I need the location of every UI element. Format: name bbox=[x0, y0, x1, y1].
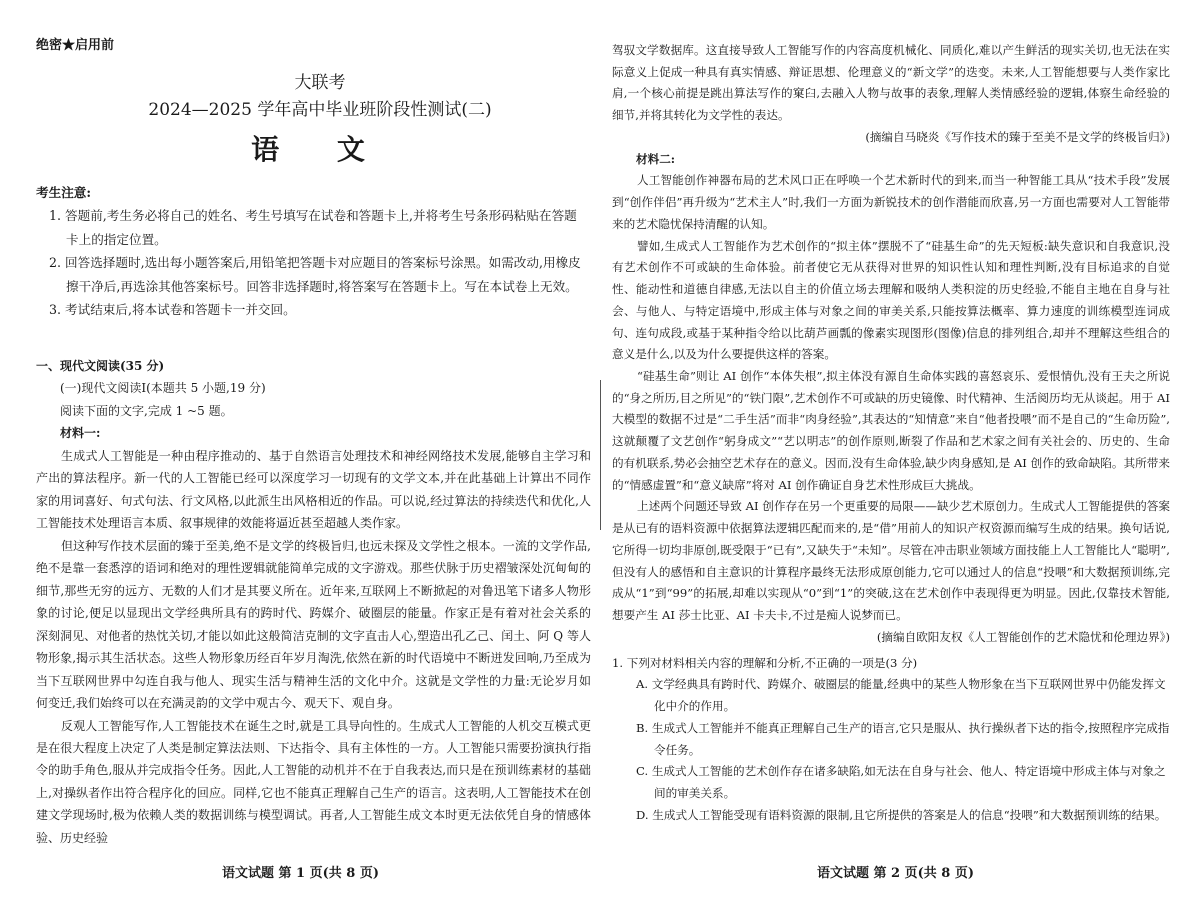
page-2 bbox=[612, 0, 1195, 900]
option-c: C. 生成式人工智能的艺术创作存在诸多缺陷,如无法在自身与社会、他人、特定语境中形成主体与对象之间的审美关系。 bbox=[636, 764, 1166, 800]
paragraph: 生成式人工智能是一种由程序推动的、基于自然语言处理技术和神经网络技术发展,能够自主学习和产出的算法程序。新一代的人工智能已经可以深度学习一切现有的文学文本,并在此基础上计算出不同作家的用词喜好、句式句法、行文风格,以此派生出风格相近的作品。可以说,经过算法的持续迭代和优化,人工智能技术处理语言本质、叙事规律的效能将逼近甚至超越人类作家。 bbox=[36, 448, 591, 531]
section-1 bbox=[36, 355, 591, 849]
paragraph: 但这种写作技术层面的臻于至美,绝不是文学的终极旨归,也远未探及文学性之根本。一流的文学作品,绝不是靠一套悉淳的语词和绝对的理性逻辑就能简单完成的文字游戏。那些伏脉于历史褶皱深处沉甸甸的细节,那些无穷的远方、无数的人们才是其要义所在。近年来,互联网上不断掀起的对鲁迅笔下诸多人物形象的讨论,便足以显现出文学经典所具有的跨时代、跨媒介、破圈层的能量。作家正是有着对社会关系的深刻洞见、对他者的热忱关切,才能以如此这般简洁克制的文字直击人心,塑造出孔乙己、闰土、阿 Q 等人物形象,揭示其生活状态。这些人物形象历经百年岁月淘洗,依然在新的时代语境中不断迸发回响,乃至成为当下互联网世界中勾连自我与他人、现实生活与精神生活的文化中介。这就是文学性的力量:无论岁月如何变迁,我们始终可以在充满灵韵的文学中观古今、观天下、观自身。 bbox=[36, 538, 591, 711]
paragraph: 驾驭文学数据库。这直接导致人工智能写作的内容高度机械化、同质化,难以产生鲜活的现实关切,也无法在实际意义上促成一种具有真实情感、辩证思想、伦理意义的“新文学”的迭变。未来,人工智能想要与人类作家比肩,一个核心前提是跳出算法写作的窠臼,去融入人物与故事的表象,理解人类情感经验的逻辑,体察生命经验的细节,并将其转化为文学性的表达。 bbox=[612, 43, 1170, 123]
option-b: B. 生成式人工智能并不能真正理解自己生产的语言,它只是服从、执行操纵者下达的指令,按照程序完成指令任务。 bbox=[636, 720, 1170, 757]
note-item: 2. 回答选择题时,选出每小题答案后,用铅笔把答题卡对应题目的答案标号涂黑。如需改动,用橡皮擦干净后,再选涂其他答案标号。回答非选择题时,将答案写在答题卡上。写在本试卷上无效。 bbox=[49, 255, 581, 294]
paragraph: “硅基生命”则让 AI 创作“本体失根”,拟主体没有源自生命体实践的喜怒哀乐、爱恨情仇,没有王夫之所说的“身之所历,目之所见”的“铁门限”,艺术创作不可或缺的历史镜像、时代精神、生活阅历均无从谈起。用于 AI 大模型的数据不过是“二手生活”而非“肉身经验”,其表达的“知情意”来自“他者投喂”而不是自己的“生命历险”,这就颠覆了文艺创作“躬身成文”“艺以明志”的创作原则,断裂了作品和艺术家之间有关社会的、历史的、生命的有机联系,势必会抽空艺术存在的意义。因而,没有生命体验,缺少肉身感知,是 AI 创作的致命缺陷。其所带来的“情感虚置”和“意义缺席”将对 AI 创作确证自身艺术性形成巨大挑战。 bbox=[612, 369, 1170, 492]
paragraph: 人工智能创作神器布局的艺术风口正在呼唤一个艺术新时代的到来,而当一种智能工具从“技术手段”发展到“创作伴侣”再升级为“艺术主人”时,我们一方面为新锐技术的创作潜能而欣喜,另一方面也需要对人工智能带来的艺术隐忧保持清醒的认知。 bbox=[612, 173, 1170, 231]
page-footer: 语文试题 第 2 页(共 8 页) bbox=[817, 866, 975, 881]
question-stem: 1. 下列对材料相关内容的理解和分析,不正确的一项是(3 分) bbox=[612, 655, 918, 670]
subsection-heading: (一)现代文阅读Ⅰ(本题共 5 小题,19 分) bbox=[60, 381, 266, 396]
notes-heading: 考生注意: bbox=[36, 185, 92, 200]
question-1 bbox=[612, 653, 1170, 827]
option-d: D. 生成式人工智能受现有语料资源的限制,且它所提供的答案是人的信息“投喂”和大数据预训练的结果。 bbox=[636, 807, 1167, 822]
exam-organizer: 大联考 bbox=[294, 73, 346, 93]
section-heading: 一、现代文阅读(35 分) bbox=[36, 359, 165, 373]
note-item: 1. 答题前,考生务必将自己的姓名、考生号填写在试卷和答题卡上,并将考生号条形码粘贴在答题卡上的指定位置。 bbox=[49, 208, 577, 247]
page-divider bbox=[600, 380, 601, 530]
paragraph: 上述两个问题还导致 AI 创作存在另一个更重要的局限——缺少艺术原创力。生成式人工智能提供的答案是从已有的语料资源中依据算法逻辑匹配而来的,是“借”用前人的知识产权资源而编写生成的结果。换句话说,它所得一切均非原创,既受限于“已有”,又缺失于“未知”。尽管在冲击职业领域方面技能上人工智能比人“聪明”,但没有人的感悟和自主意识的计算程序最终无法形成原创能力,它可以通过人的信息“投喂”和大数据预训练,完成从“1”到“99”的拓展,却难以实现从“0”到“1”的突破,这在艺术创作中表现得更为明显。因此,仅靠技术智能,想要产生 AI 莎士比亚、AI 卡夫卡,不过是痴人说梦而已。 bbox=[612, 499, 1170, 623]
page-footer: 语文试题 第 1 页(共 8 页) bbox=[222, 866, 380, 881]
notes-list bbox=[36, 204, 586, 322]
exam-title: 2024—2025 学年高中毕业班阶段性测试(二) bbox=[148, 100, 492, 120]
material-2-label: 材料二: bbox=[636, 151, 676, 166]
paragraph: 反观人工智能写作,人工智能技术在诞生之时,就是工具导向性的。生成式人工智能的人机交互模式更是在很大程度上决定了人类是制定算法法则、下达指令、具有主体性的一方。人工智能只需要扮演执行指令的助手角色,服从并完成指令任务。因此,人工智能的动机并不在于自我表达,而只是在预训练素材的基础上,对操纵者作出符合程序化的回应。同样,它也不能真正理解自己生产的语言。这表明,人工智能技术在创建文学现场时,极为依赖人类的数据训练与模型调试。再者,人工智能生成文本时更无法依凭自身的情感体验、历史经验 bbox=[36, 718, 591, 845]
paragraph: 譬如,生成式人工智能作为艺术创作的“拟主体”摆脱不了“硅基生命”的先天短板:缺失意识和自我意识,没有艺术创作不可或缺的生命体验。前者使它无从获得对世界的知识性认知和理性判断,没有目标追求的自觉性、能动性和道德自律感,无法以自主的价值立场去理解和吸纳人类积淀的历史经验,不能自主地在自身与社会、与他人、与特定语境中,形成主体与对象之间的审美关系,只能按算法概率、算力速度的训练模型连词成句、连句成段,或基于某种指令给以比葫芦画瓢的像素实现图形(图像)信息的排列组合,却并不理解这些组合的意义是什么,以及为什么要提供这样的答案。 bbox=[612, 238, 1170, 362]
subject-title: 语 文 bbox=[251, 133, 389, 166]
material-continuation bbox=[612, 40, 1170, 649]
source-citation: (摘编自马晓炎《写作技术的臻于至美不是文学的终极旨归》) bbox=[865, 129, 1170, 144]
instruction: 阅读下面的文字,完成 1 ~5 题。 bbox=[60, 403, 233, 418]
note-item: 3. 考试结束后,将本试卷和答题卡一并交回。 bbox=[49, 302, 296, 318]
confidential-label: 绝密★启用前 bbox=[36, 38, 115, 53]
source-citation: (摘编自欧阳友权《人工智能创作的艺术隐忧和伦理边界》) bbox=[876, 629, 1170, 644]
option-a: A. 文学经典具有跨时代、跨媒介、破圈层的能量,经典中的某些人物形象在当下互联网世界中仍能发挥文化中介的作用。 bbox=[636, 677, 1166, 714]
material-1-label: 材料一: bbox=[60, 426, 101, 441]
